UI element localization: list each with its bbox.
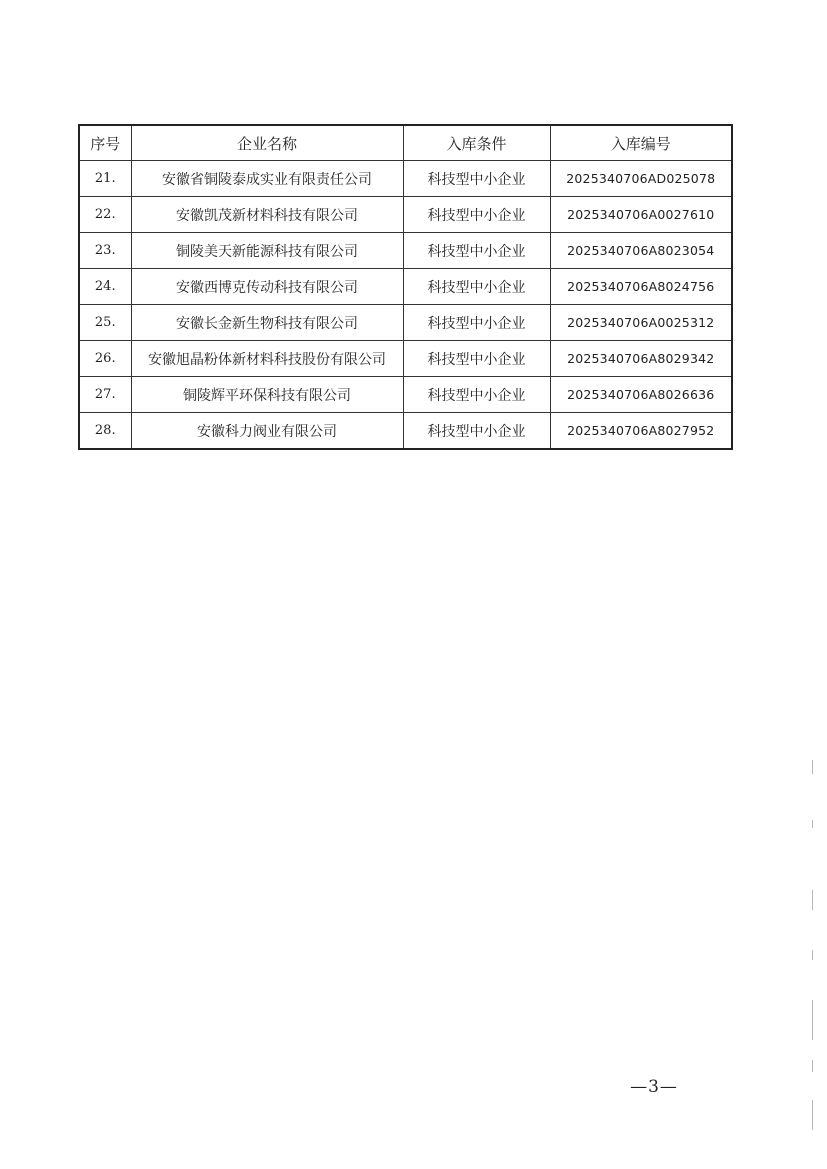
scan-edge-marks xyxy=(810,760,816,1160)
row-company-name: 安徽省铜陵泰成实业有限责任公司 xyxy=(131,161,403,197)
row-code: 2025340706A0027610 xyxy=(550,197,732,233)
row-condition: 科技型中小企业 xyxy=(403,305,550,341)
enterprise-table xyxy=(78,124,733,450)
table-row xyxy=(79,269,732,305)
row-seq: 24. xyxy=(79,269,131,305)
row-company-name: 安徽科力阀业有限公司 xyxy=(131,413,403,450)
row-seq: 28. xyxy=(79,413,131,450)
header-condition: 入库条件 xyxy=(403,125,550,161)
table-row xyxy=(79,161,732,197)
table-row xyxy=(79,305,732,341)
row-seq: 25. xyxy=(79,305,131,341)
row-condition: 科技型中小企业 xyxy=(403,197,550,233)
row-seq: 23. xyxy=(79,233,131,269)
row-condition: 科技型中小企业 xyxy=(403,161,550,197)
row-company-name: 安徽旭晶粉体新材料科技股份有限公司 xyxy=(131,341,403,377)
row-seq: 27. xyxy=(79,377,131,413)
header-seq: 序号 xyxy=(79,125,131,161)
row-condition: 科技型中小企业 xyxy=(403,413,550,450)
row-company-name: 安徽西博克传动科技有限公司 xyxy=(131,269,403,305)
row-code: 2025340706A8026636 xyxy=(550,377,732,413)
row-condition: 科技型中小企业 xyxy=(403,233,550,269)
table-row xyxy=(79,377,732,413)
row-code: 2025340706AD025078 xyxy=(550,161,732,197)
table-header-row xyxy=(79,125,732,161)
row-company-name: 安徽长金新生物科技有限公司 xyxy=(131,305,403,341)
row-code: 2025340706A8027952 xyxy=(550,413,732,450)
row-seq: 22. xyxy=(79,197,131,233)
row-company-name: 安徽凯茂新材料科技有限公司 xyxy=(131,197,403,233)
table-row xyxy=(79,197,732,233)
table-row xyxy=(79,413,732,450)
row-code: 2025340706A8024756 xyxy=(550,269,732,305)
row-company-name: 铜陵辉平环保科技有限公司 xyxy=(131,377,403,413)
row-condition: 科技型中小企业 xyxy=(403,269,550,305)
table-row xyxy=(79,341,732,377)
header-company-name: 企业名称 xyxy=(131,125,403,161)
header-code: 入库编号 xyxy=(550,125,732,161)
row-code: 2025340706A8029342 xyxy=(550,341,732,377)
row-company-name: 铜陵美天新能源科技有限公司 xyxy=(131,233,403,269)
page-number: —3— xyxy=(630,1077,678,1097)
row-seq: 26. xyxy=(79,341,131,377)
row-condition: 科技型中小企业 xyxy=(403,377,550,413)
row-code: 2025340706A0025312 xyxy=(550,305,732,341)
table-row xyxy=(79,233,732,269)
row-code: 2025340706A8023054 xyxy=(550,233,732,269)
row-seq: 21. xyxy=(79,161,131,197)
row-condition: 科技型中小企业 xyxy=(403,341,550,377)
